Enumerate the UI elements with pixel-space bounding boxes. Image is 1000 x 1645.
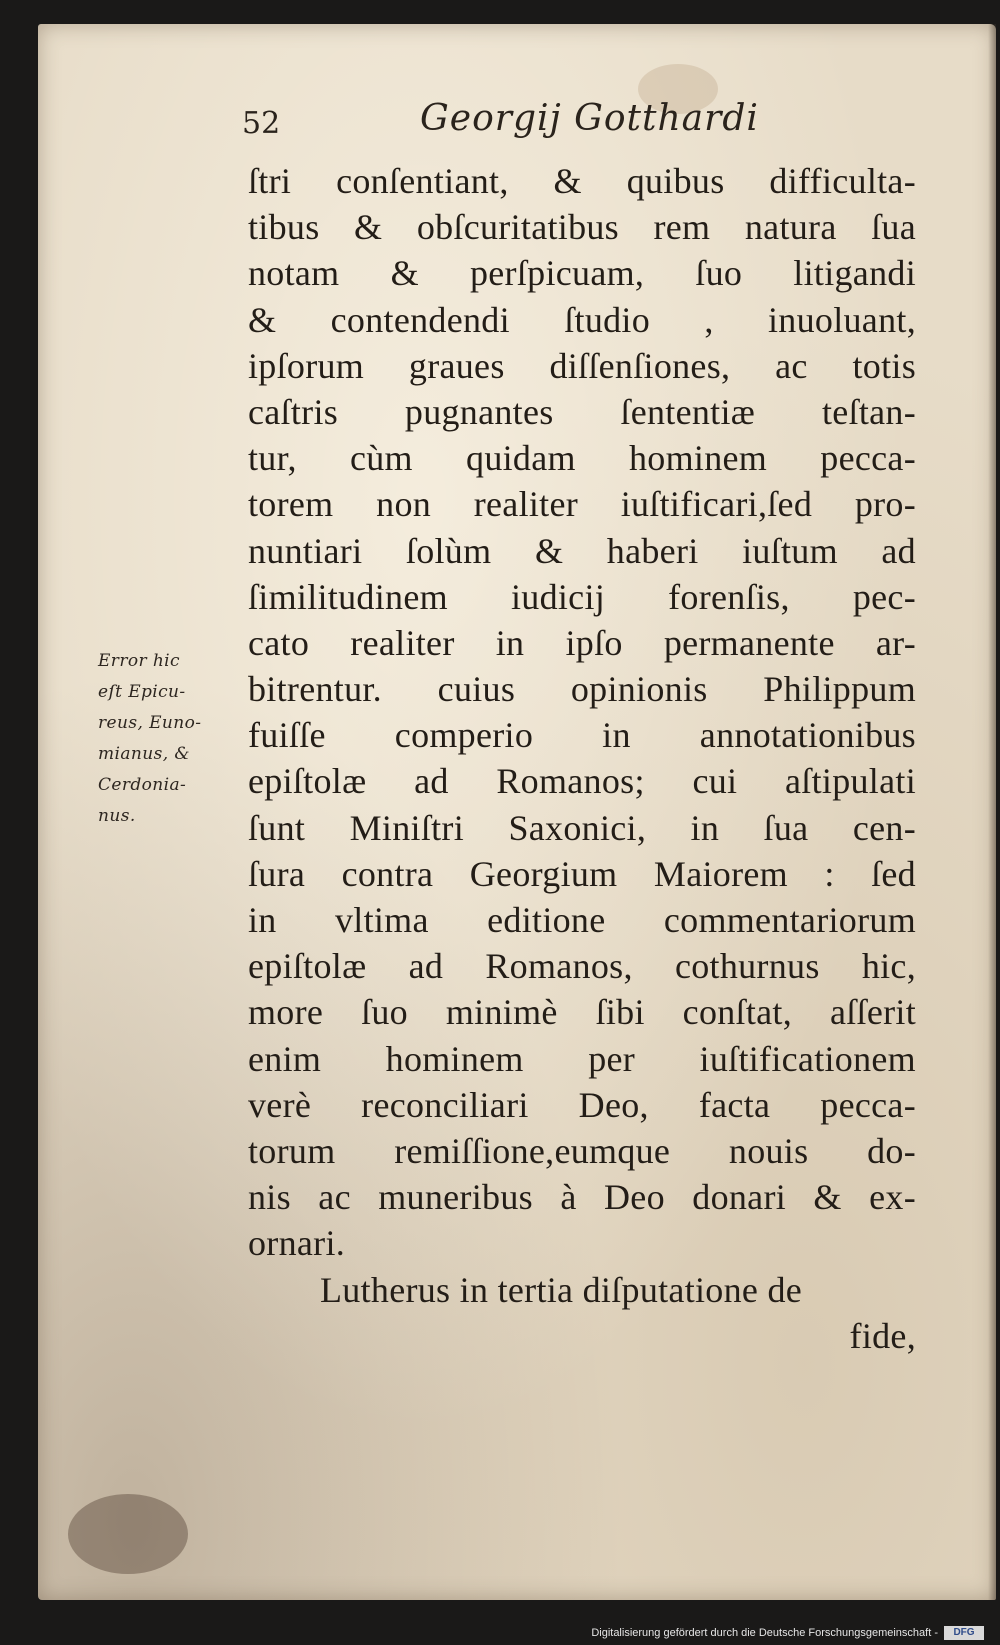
dfg-logo: DFG <box>944 1626 984 1640</box>
text-line: epiſtolæ ad Romanos; cui aſtipulati <box>248 761 916 802</box>
text-line: more ſuo minimè ſibi conſtat, aſſerit <box>248 992 916 1033</box>
text-line: cato realiter in ipſo permanente ar- <box>248 622 916 663</box>
text-line: notam & perſpicuam, ſuo litigandi <box>248 253 916 294</box>
text-line: epiſtolæ ad Romanos, cothurnus hic, <box>248 946 916 987</box>
text-line: torem non realiter iuſtificari,ſed pro- <box>248 484 916 525</box>
text-line: tur, cùm quidam hominem pecca- <box>248 438 916 479</box>
text-line: torum remiſſione,eumque nouis do- <box>248 1130 916 1171</box>
text-line: bitrentur. cuius opinionis Philippum <box>248 669 916 710</box>
margin-note-line: reus, Euno- <box>98 713 202 733</box>
text-line: verè reconciliari Deo, facta pecca- <box>248 1084 916 1125</box>
text-line: fide, <box>849 1315 916 1356</box>
text-line: ipſorum graues diſſenſiones, ac totis <box>248 345 916 386</box>
margin-note-line: eſt Epicu- <box>98 682 186 702</box>
running-head-title: Georgij Gotthardi <box>420 98 759 139</box>
text-line: ſura contra Georgium Maiorem : ſed <box>248 853 916 894</box>
page-edge-shadow <box>988 24 996 1600</box>
text-line: & contendendi ſtudio , inuoluant, <box>248 299 916 340</box>
text-line: ornari. <box>248 1223 346 1264</box>
text-line: nuntiari ſolùm & haberi iuſtum ad <box>248 530 916 571</box>
paper-stain <box>68 1494 188 1574</box>
text-line: ſtri conſentiant, & quibus difficulta- <box>248 161 916 201</box>
margin-note-line: nus. <box>98 806 136 826</box>
text-line: ſunt Miniſtri Saxonici, in ſua cen- <box>248 807 916 848</box>
main-text-block <box>248 158 916 1359</box>
text-line: enim hominem per iuſtificationem <box>248 1038 916 1079</box>
text-line: nis ac muneribus à Deo donari & ex- <box>248 1177 916 1218</box>
text-line: in vltima editione commentariorum <box>248 900 916 940</box>
text-line: ſimilitudinem iudicij forenſis, pec- <box>248 576 916 617</box>
text-line: fuiſſe comperio in annotationibus <box>248 715 916 756</box>
text-line-paragraph-start: Lutherus in tertia diſputatione de <box>320 1269 803 1310</box>
running-head <box>242 88 762 148</box>
margin-note-line: mianus, & <box>98 744 190 764</box>
marginal-note <box>98 646 238 832</box>
margin-note-line: Error hic <box>98 651 180 671</box>
digitization-credit: Digitalisierung gefördert durch die Deutsche Forschungsgemeinschaft - <box>591 1627 938 1639</box>
page-number: 52 <box>242 106 281 141</box>
margin-note-line: Cerdonia- <box>98 775 187 795</box>
text-line: caſtris pugnantes ſententiæ teſtan- <box>248 391 916 432</box>
text-line: tibus & obſcuritatibus rem natura ſua <box>248 207 916 248</box>
